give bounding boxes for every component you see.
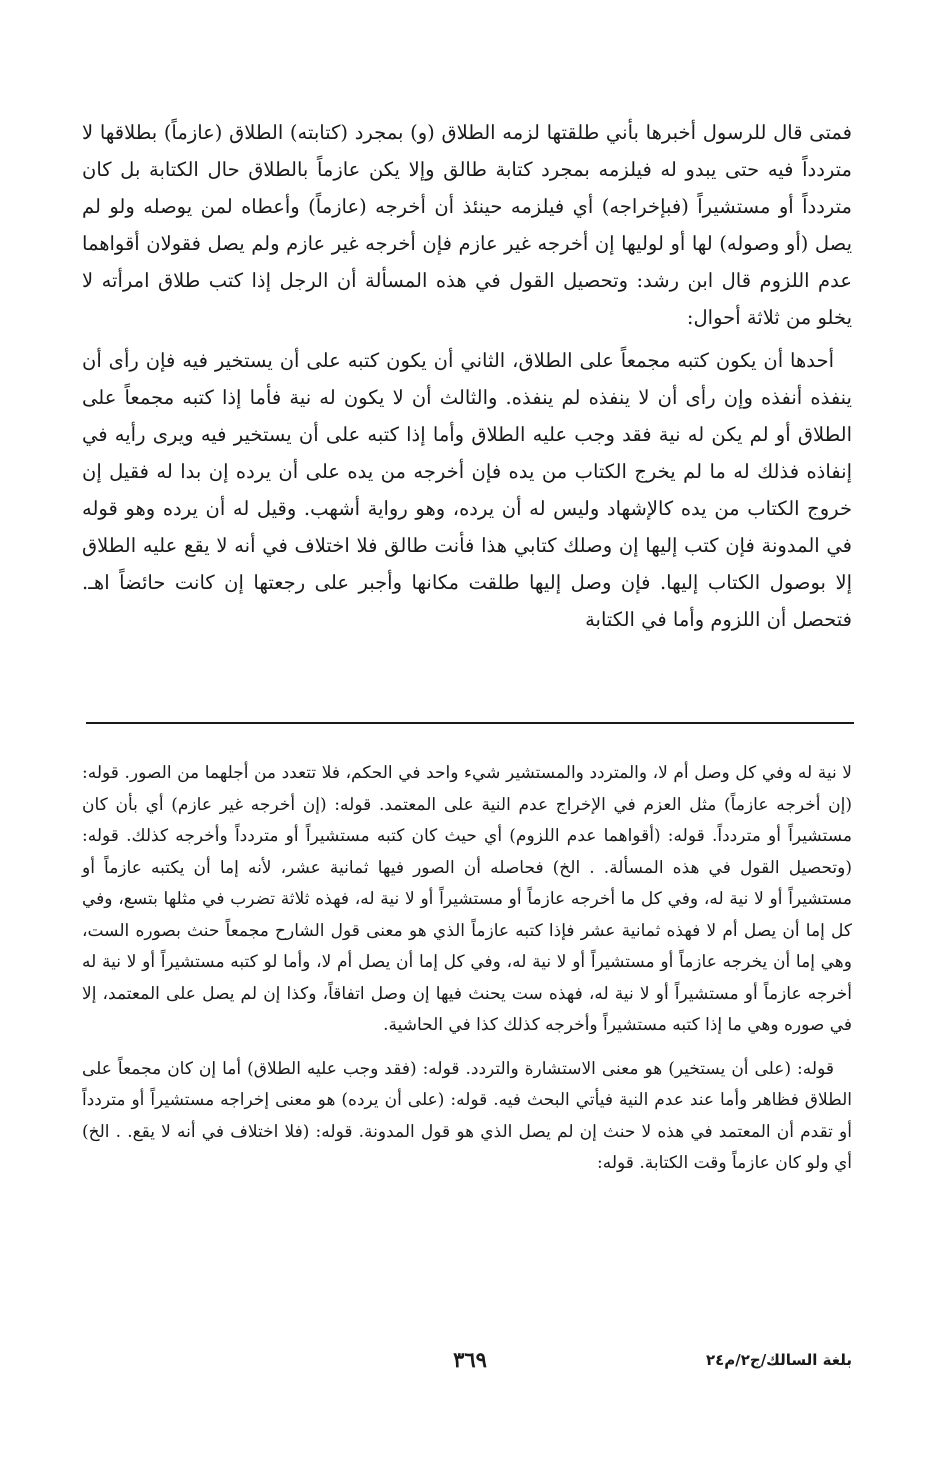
main-paragraph-1: فمتى قال للرسول أخبرها بأني طلقتها لزمه الطلاق (و) بمجرد (كتابته) الطلاق (عازماً) بطلاقها لا متردداً فيه حتى يبدو له فيلزمه بمجرد كتابة طالق وإلا يكن عازماً بالطلاق حال الكتابة بل كان متردداً أو مستشيراً (فبإخراجه) أي فيلزمه حينئذ أن أخرجه (عازماً) وأعطاه لمن يوصله ولو لم يصل (أو وصوله) لها أو لوليها إن أخرجه غير عازم فإن أخرجه غير عازم ولم يصل فقولان أقواهما عدم اللزوم قال ابن رشد: وتحصيل القول في هذه المسألة أن الرجل إذا كتب طلاق امرأته لا يخلو من ثلاثة أحوال: bbox=[82, 121, 852, 329]
book-signature: بلغة السالك/ج٢/م٢٤ bbox=[705, 1351, 852, 1369]
footnote-divider bbox=[86, 722, 854, 724]
main-paragraph-2: أحدها أن يكون كتبه مجمعاً على الطلاق، الثاني أن يكون كتبه على أن يستخير فيه فإن رأى أن ينفذه أنفذه وإن رأى أن لا ينفذه لم ينفذه. والثالث أن لا يكون له نية فأما إذا كتبه مجمعاً على الطلاق أو لم يكن له نية فقد وجب عليه الطلاق وأما إذا كتبه على أن يستخير فيه ويرى رأيه في إنفاذه فذلك له ما لم يخرج الكتاب من يده فإن أخرجه من يده على أن يرده إن بدا له فقيل إن خروج الكتاب من يده كالإشهاد وليس له أن يرده، وهو رواية أشهب. وقيل له أن يرده وهو قوله في المدونة فإن كتب إليها إن وصلك كتابي هذا فأنت طالق فلا اختلاف في أنه لا يقع عليه الطلاق إلا بوصول الكتاب إليها. فإن وصل إليها طلقت مكانها وأجبر على رجعتها إن كانت حائضاً اهـ. فتحصل أن اللزوم وأما في الكتابة bbox=[82, 349, 852, 631]
page-number: ٣٦٩ bbox=[453, 1347, 487, 1372]
footnote-paragraph-2: قوله: (على أن يستخير) هو معنى الاستشارة والتردد. قوله: (فقد وجب عليه الطلاق) أما إن كان مجمعاً على الطلاق فظاهر وأما عند عدم النية فيأتي البحث فيه. قوله: (على أن يرده) هو معنى إخراجه مستشيراً أو متردداً أو تقدم أن المعتمد في هذه لا حنث إن لم يصل الذي هو قول المدونة. قوله: (فلا اختلاف في أنه لا يقع. . الخ) أي ولو كان عازماً وقت الكتابة. قوله: bbox=[82, 1058, 852, 1173]
main-text-body bbox=[82, 114, 852, 638]
footnote-paragraph-1: لا نية له وفي كل وصل أم لا، والمتردد والمستشير شيء واحد في الحكم، فلا تتعدد من أجلهما من الصور. قوله: (إن أخرجه عازماً) مثل العزم في الإخراج عدم النية على المعتمد. قوله: (إن أخرجه غير عازم) أي بأن كان مستشيراً أو متردداً. قوله: (أقواهما عدم اللزوم) أي حيث كان كتبه مستشيراً أو متردداً وأخرجه كذلك. قوله: (وتحصيل القول في هذه المسألة. . الخ) فحاصله أن الصور فيها ثمانية عشر، لأنه إما أن يكتبه عازماً أو مستشيراً أو لا نية له، وفي كل ما أخرجه عازماً أو مستشيراً أو لا نية له، فهذه ثلاثة تضرب في مثلها بتسع، وفي كل إما أن يصل أم لا فهذه ثمانية عشر فإذا كتبه عازماً الذي هو معنى قول الشارح مجمعاً حنث بصوره الست، وهي إما أن يخرجه عازماً أو مستشيراً أو لا نية له، وفي كل إما أن يصل أم لا، وأما لو كتبه مستشيراً أو لا نية له أخرجه عازماً أو مستشيراً أو لا نية له، فهذه ست يحنث فيها إن وصل اتفاقاً، وكذا إن لم يصل على المعتمد، إلا في صوره وهي ما إذا كتبه مستشيراً وأخرجه كذلك كذا في الحاشية. bbox=[82, 763, 852, 1035]
footnotes-body bbox=[82, 758, 852, 1180]
